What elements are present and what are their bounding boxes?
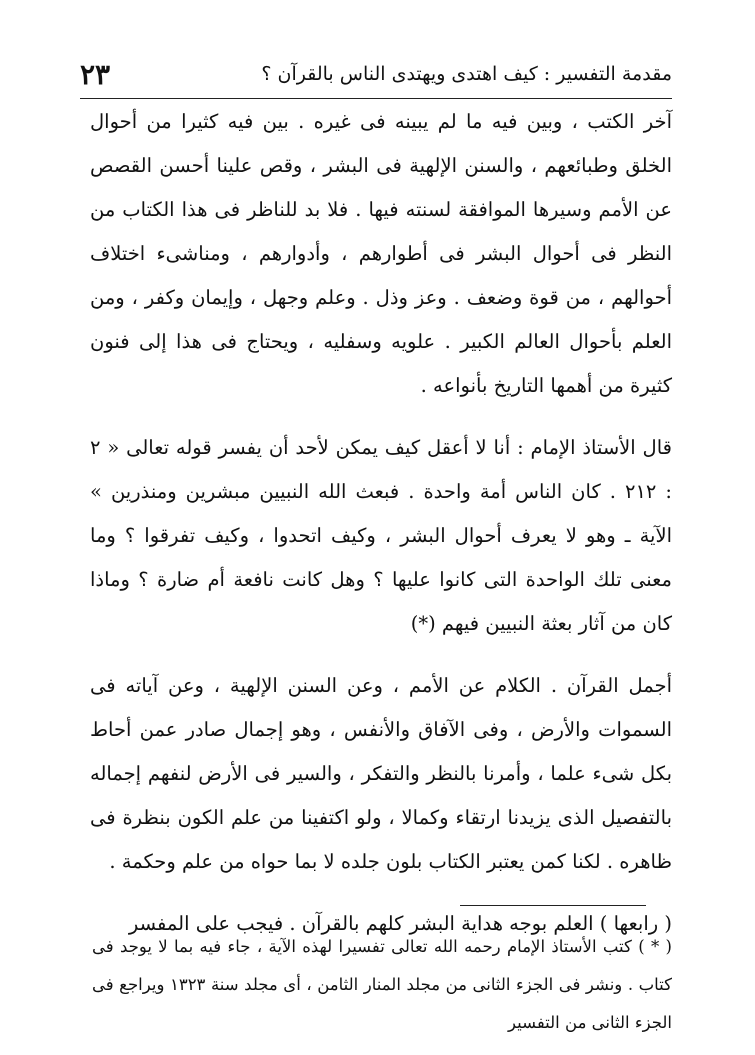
footnote xyxy=(92,928,672,1042)
footnote-divider xyxy=(460,905,646,906)
footnote-text: ( * ) كتب الأستاذ الإمام رحمه الله تعالى تفسيرا لهذه الآية ، جاء فيه بما لا يوجد فى كتاب . ونشر فى الجزء الثانى من مجلد المنار الثامن ، أى مجلد سنة ١٣٢٣ ويراجع فى الجزء الثانى من التفسير xyxy=(92,937,672,1032)
paragraph-imam-quote: قال الأستاذ الإمام : أنا لا أعقل كيف يمكن لأحد أن يفسر قوله تعالى « ٢ : ٢١٢ . كان الناس أمة واحدة . فبعث الله النبيين مبشرين ومنذرين » الآية ـ وهو لا يعرف أحوال البشر ، وكيف اتحدوا ، وكيف تفرقوا ؟ وما معنى تلك الواحدة التى كانوا عليها ؟ وهل كانت نافعة أم ضارة ؟ وماذا كان من آثار بعثة النبيين فيهم (*) xyxy=(90,436,672,635)
running-head: مقدمة التفسير : كيف اهتدى ويهتدى الناس بالقرآن ؟ xyxy=(261,63,672,85)
paragraph-fourth: ( رابعها ) العلم بوجه هداية البشر كلهم بالقرآن . فيجب على المفسر xyxy=(128,912,672,935)
main-text xyxy=(90,100,672,946)
paragraph-history: آخر الكتب ، وبين فيه ما لم يبينه فى غيره . بين فيه كثيرا من أحوال الخلق وطبائعهم ، والسنن الإلهية فى البشر ، وقص علينا أحسن القصص عن الأمم وسيرها الموافقة لسنته فيها . فلا بد للناظر فى هذا الكتاب من النظر فى أحوال البشر فى أطوارهم ، وأدوارهم ، ومناشىء اختلاف أحوالهم ، من قوة وضعف . وعز وذل . وعلم وجهل ، وإيمان وكفر ، ومن العلم بأحوال العالم الكبير . علويه وسفليه ، ويحتاج فى هذا إلى فنون كثيرة من أهمها التاريخ بأنواعه . xyxy=(90,110,672,397)
paragraph-summary: أجمل القرآن . الكلام عن الأمم ، وعن السنن الإلهية ، وعن آياته فى السموات والأرض ، وفى الآفاق والأنفس ، وهو إجمال صادر عمن أحاط بكل شىء علما ، وأمرنا بالنظر والتفكر ، والسير فى الأرض لنفهم إجماله بالتفصيل الذى يزيدنا ارتقاء وكمالا ، ولو اكتفينا من علم الكون بنظرة فى ظاهره . لكنا كمن يعتبر الكتاب بلون جلده لا بما حواه من علم وحكمة . xyxy=(90,674,672,873)
page-number: ٢٣ xyxy=(80,57,111,91)
page-header xyxy=(80,50,672,99)
